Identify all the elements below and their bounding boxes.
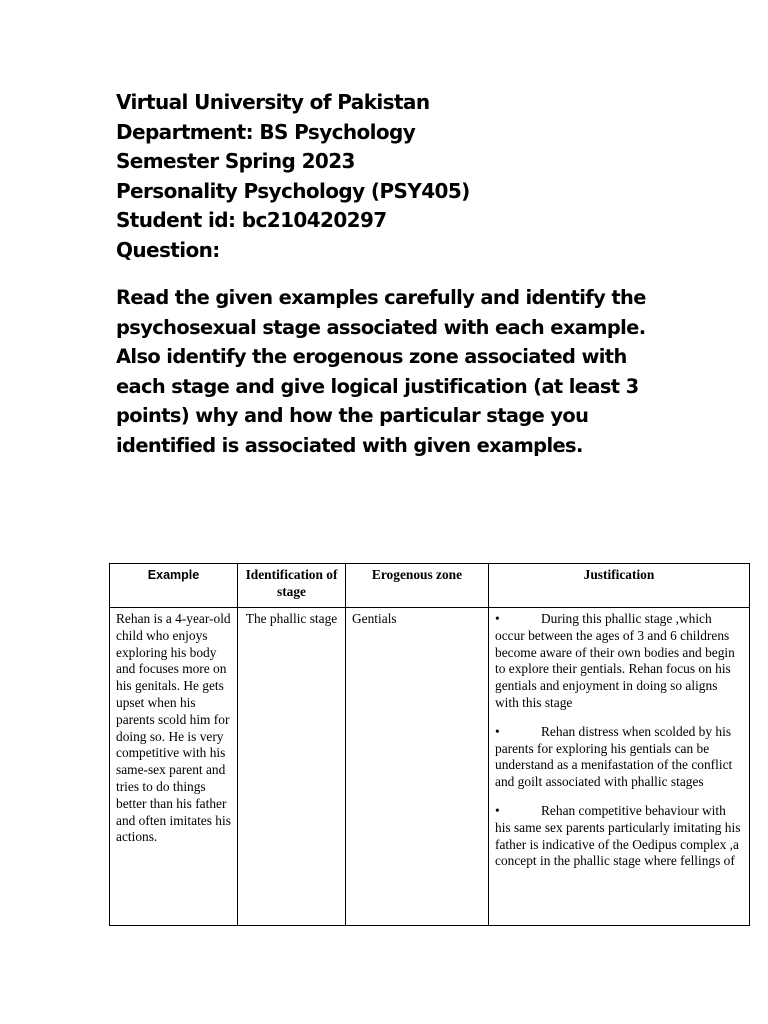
header-example: Example — [110, 564, 238, 608]
bullet-icon: • — [495, 802, 500, 818]
justification-point: • Rehan competitive behaviour with his same sex parents particularly imitating his father is indicative of the Oedipus complex ,a concept in the phallic stage where fellings of — [495, 802, 741, 869]
student-id-line: Student id: bc210420297 — [116, 208, 387, 233]
table-header-row — [110, 564, 750, 608]
semester-line: Semester Spring 2023 — [116, 149, 355, 174]
header-justification: Justification — [489, 564, 750, 608]
zone-cell: Gentials — [346, 608, 489, 926]
document-header — [116, 88, 736, 266]
question-text: Read the given examples carefully and identify the psychosexual stage associated with each example. Also identify the erogenous zone associated with each stage and give logical justification (at least 3 points) why and how the particular stage you identified is associated with given examples. — [116, 286, 646, 457]
justification-point: • Rehan distress when scolded by his parents for exploring his gentials can be understand as a menifastation of the conflict and goilt associated with phallic stages — [495, 723, 733, 790]
header-zone: Erogenous zone — [346, 564, 489, 608]
bullet-icon: • — [495, 723, 500, 739]
bullet-icon: • — [495, 611, 500, 626]
question-label: Question: — [116, 237, 220, 262]
answer-table — [109, 563, 750, 926]
header-stage: Identification of stage — [238, 564, 346, 608]
justification-point: • During this phallic stage ,which occur between the ages of 3 and 6 childrens become aware of their own bodies and begin to explore their gentials. Rehan focus on his gentials and enjoyment in doing so aligns with this stage — [495, 611, 735, 710]
department-line: Department: BS Psychology — [116, 119, 416, 144]
justification-cell — [489, 608, 750, 926]
university-name: Virtual University of Pakistan — [116, 90, 430, 114]
stage-cell: The phallic stage — [238, 608, 346, 926]
example-cell: Rehan is a 4-year-old child who enjoys exploring his body and focuses more on his genitals. He gets upset when his parents scold him for doing so. He is very competitive with his same-sex parent and tries to do things better than his father and often imitates his actions. — [110, 608, 238, 926]
table-row — [110, 608, 750, 926]
course-line: Personality Psychology (PSY405) — [116, 178, 470, 203]
